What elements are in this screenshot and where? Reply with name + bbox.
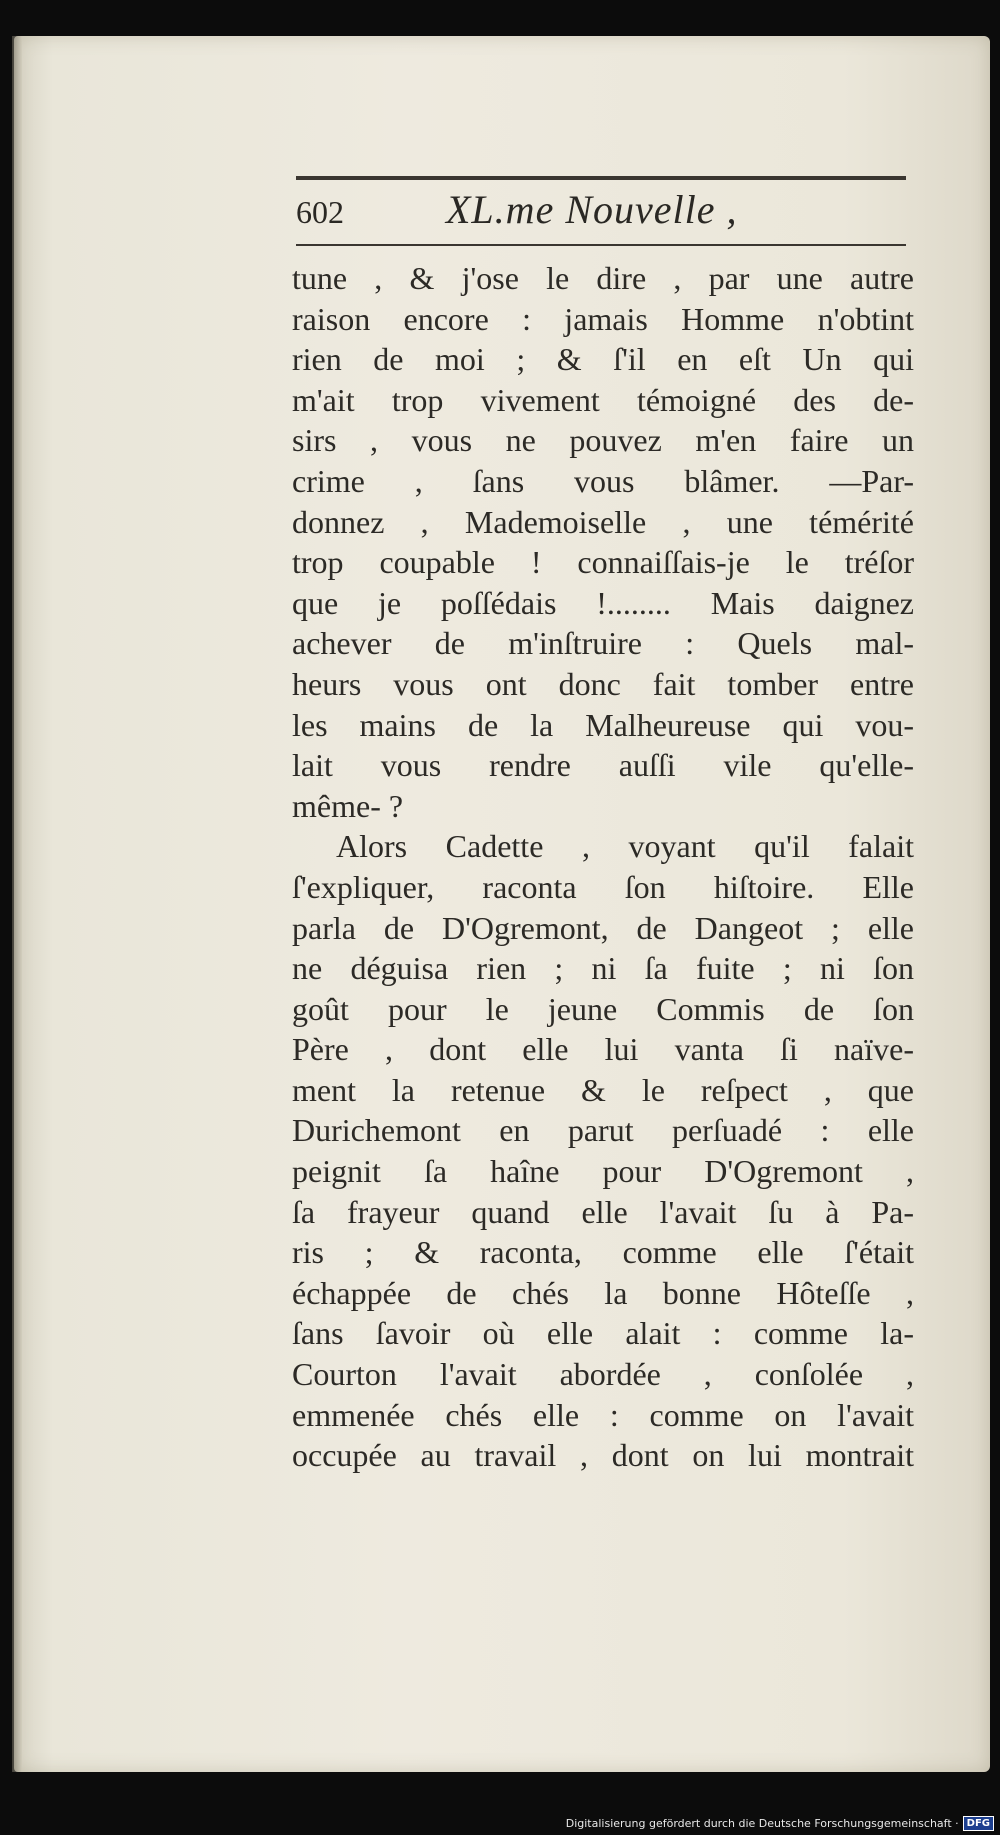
header-rule-bottom	[296, 244, 906, 246]
text-line: ne déguisa rien ; ni ſa fuite ; ni ſon	[292, 950, 914, 987]
text-line: les mains de la Malheureuse qui vou-	[292, 706, 914, 743]
credit-text: Digitalisierung gefördert durch die Deutsche Forschungsgemeinschaft ·	[565, 1817, 959, 1830]
text-line: lait vous rendre auſſi vile qu'elle-	[292, 747, 914, 784]
text-line: ſans ſavoir où elle alait : comme la-	[292, 1315, 914, 1352]
running-head: XL.me Nouvelle ,	[446, 187, 738, 232]
text-line-paragraph-start: Alors Cadette , voyant qu'il falait	[336, 828, 914, 865]
text-line: que je poſſédais !........ Mais daignez	[292, 584, 914, 621]
text-line: ſa frayeur quand elle l'avait ſu à Pa-	[292, 1193, 914, 1230]
text-line: Père , dont elle lui vanta ſi naïve-	[292, 1031, 914, 1068]
page-header	[296, 168, 906, 254]
text-line: peignit ſa haîne pour D'Ogremont ,	[292, 1153, 914, 1190]
text-line: même- ?	[292, 787, 404, 824]
text-line: parla de D'Ogremont, de Dangeot ; elle	[292, 909, 914, 946]
text-line: donnez , Mademoiselle , une témérité	[292, 503, 914, 540]
text-line: raison encore : jamais Homme n'obtint	[292, 300, 914, 337]
header-rule-top	[296, 176, 906, 180]
text-line: rien de moi ; & ſ'il en eſt Un qui	[292, 341, 914, 378]
page-number: 602	[296, 194, 344, 230]
text-line: ment la retenue & le reſpect , que	[292, 1071, 914, 1108]
text-line: occupée au travail , dont on lui montrait	[292, 1437, 914, 1474]
text-line: achever de m'inſtruire : Quels mal-	[292, 625, 914, 662]
text-line: Courton l'avait abordée , conſolée ,	[292, 1356, 914, 1393]
text-line: ſ'expliquer, raconta ſon hiſtoire. Elle	[292, 868, 914, 905]
dfg-logo-icon: DFG	[963, 1816, 994, 1831]
text-line: ris ; & raconta, comme elle ſ'était	[292, 1234, 914, 1271]
text-line: crime , ſans vous blâmer. —Par-	[292, 462, 914, 499]
text-line: tune , & j'ose le dire , par une autre	[292, 260, 914, 296]
text-line: m'ait trop vivement témoigné des de-	[292, 381, 914, 418]
text-line: échappée de chés la bonne Hôteſſe ,	[292, 1274, 914, 1311]
text-line: trop coupable ! connaiſſais-je le tréſor	[292, 544, 914, 581]
text-line: goût pour le jeune Commis de ſon	[292, 990, 914, 1027]
text-line: heurs vous ont donc fait tomber entre	[292, 665, 914, 702]
body-text	[292, 258, 914, 1476]
text-line: emmenée chés elle : comme on l'avait	[292, 1396, 914, 1433]
digitization-credit	[566, 1816, 994, 1831]
text-line: Durichemont en parut perſuadé : elle	[292, 1112, 914, 1149]
text-line: sirs , vous ne pouvez m'en faire un	[292, 422, 914, 459]
